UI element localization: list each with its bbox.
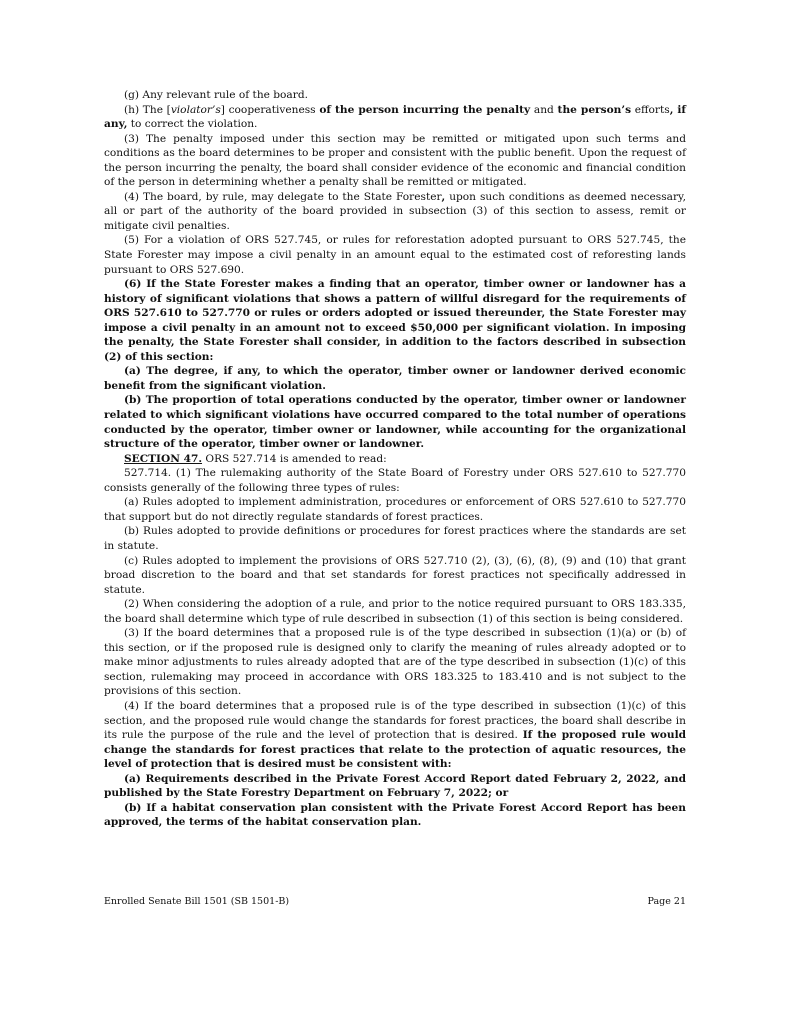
text-run: and — [530, 103, 558, 116]
paragraph-6b — [104, 393, 686, 451]
bold-amended-text: (b) The proportion of total operations conducted by the operator, timber owner or landowner related to which significant violations have occurred compared to the total number of operations conducted by the operator, timber owner or landowner, while accounting for the organizational structure of the operator, timber owner or landowner. — [104, 394, 686, 451]
section-text: ORS 527.714 is amended to read: — [202, 452, 387, 465]
document-body — [104, 88, 686, 830]
statute-1: 527.714. (1) The rulemaking authority of the State Board of Forestry under ORS 527.610 to 527.770 consists generally of the following three types of rules: — [104, 467, 686, 494]
statute-4b — [104, 801, 686, 830]
bold-amended-text: (b) If a habitat conservation plan consistent with the Private Forest Accord Report has been approved, the terms of the habitat conservation plan. — [104, 801, 686, 829]
text-run: upon such conditions as deemed necessary, all or part of the authority of the board provided in subsection (3) of this section to assess, remit or mitigate civil penalties. — [104, 190, 687, 232]
section-label: SECTION 47. — [124, 452, 203, 465]
text-run: efforts — [631, 103, 670, 116]
paragraph-g: (g) Any relevant rule of the board. — [124, 89, 308, 101]
text-run: ] cooperativeness — [220, 103, 320, 116]
statute-1b: (b) Rules adopted to provide definitions or procedures for forest practices where the standards are set in statute. — [104, 525, 686, 552]
statute-1a: (a) Rules adopted to implement administration, procedures or enforcement of ORS 527.610 to 527.770 that support but do not directly regulate standards of forest practices. — [104, 496, 686, 523]
bold-amended-text: of the person incurring the penalty — [319, 103, 531, 116]
bold-amended-text: the person’s — [557, 103, 632, 116]
bold-amended-text: , — [441, 190, 446, 203]
bracketed-deleted-text: violator’s — [170, 103, 221, 116]
bold-amended-text: , if any, — [104, 103, 686, 131]
paragraph-3: (3) The penalty imposed under this section may be remitted or mitigated upon such terms and conditions as the board determines to be proper and consistent with the public benefit. Upon the request of the person incurring the penalty, the board shall consider evidence of the economic and financial condition of the person in determining whether a penalty shall be remitted or mitigated. — [104, 132, 686, 189]
paragraph-5: (5) For a violation of ORS 527.745, or rules for reforestation adopted pursuant to ORS 527.745, the State Forester may impose a civil penalty in an amount equal to the estimated cost of reforesting lands pursuant to ORS 527.690. — [104, 234, 686, 276]
paragraph-4 — [104, 190, 686, 234]
statute-2: (2) When considering the adoption of a rule, and prior to the notice required pursuant to ORS 183.335, the board shall determine which type of rule described in subsection (1) of this section is being considered. — [104, 598, 686, 625]
text-run: (h) The [ — [124, 103, 171, 116]
text-run: (4) If the board determines that a proposed rule is of the type described in subsection (1)(c) of this section, and the proposed rule would change the standards for forest practices, the board shall describe in its rule the purpose of the rule and the level of protection that is desired. — [104, 699, 686, 742]
text-run: to correct the violation. — [127, 118, 258, 131]
paragraph-6 — [104, 277, 686, 364]
bold-amended-text: (6) If the State Forester makes a finding that an operator, timber owner or landowner has a history of significant violations that shows a pattern of willful disregard for the requirements of ORS 527.610 to 527.770 or rules or orders adopted or issued thereunder, the State Forester may impose a civil penalty in an amount not to exceed $50,000 per significant violation. In imposing the penalty, the State Forester shall consider, in addition to the factors described in subsection (2) of this section: — [104, 278, 686, 363]
text-run: (4) The board, by rule, may delegate to the State Forester — [124, 190, 442, 203]
section-heading — [104, 452, 686, 467]
paragraph-6a — [104, 364, 686, 393]
bold-amended-text: (a) The degree, if any, to which the operator, timber owner or landowner derived economic benefit from the significant violation. — [104, 365, 686, 392]
bold-amended-text: (a) Requirements described in the Private Forest Accord Report dated February 2, 2022, and published by the State Forestry Department on February 7, 2022; or — [104, 772, 686, 800]
statute-4 — [104, 699, 686, 772]
bill-title: Enrolled Senate Bill 1501 (SB 1501-B) — [104, 896, 290, 907]
page-number: Page 21 — [647, 896, 686, 907]
statute-1c: (c) Rules adopted to implement the provisions of ORS 527.710 (2), (3), (6), (8), (9) and (10) that grant broad discretion to the board and that set standards for forest practices not specifically addressed in statute. — [104, 554, 686, 596]
bold-amended-text: If the proposed rule would change the standards for forest practices that relate to the protection of aquatic resources, the level of protection that is desired must be consistent with: — [104, 729, 686, 771]
statute-3: (3) If the board determines that a proposed rule is of the type described in subsection (1)(a) or (b) of this section, or if the proposed rule is designed only to clarify the meaning of rules already adopted or to make minor adjustments to rules already adopted that are of the type described in subsection (1)(c) of this section, rulemaking may proceed in accordance with ORS 183.325 to 183.410 and is not subject to the provisions of this section. — [104, 627, 686, 698]
statute-4a — [104, 772, 686, 801]
paragraph-h — [104, 103, 686, 132]
